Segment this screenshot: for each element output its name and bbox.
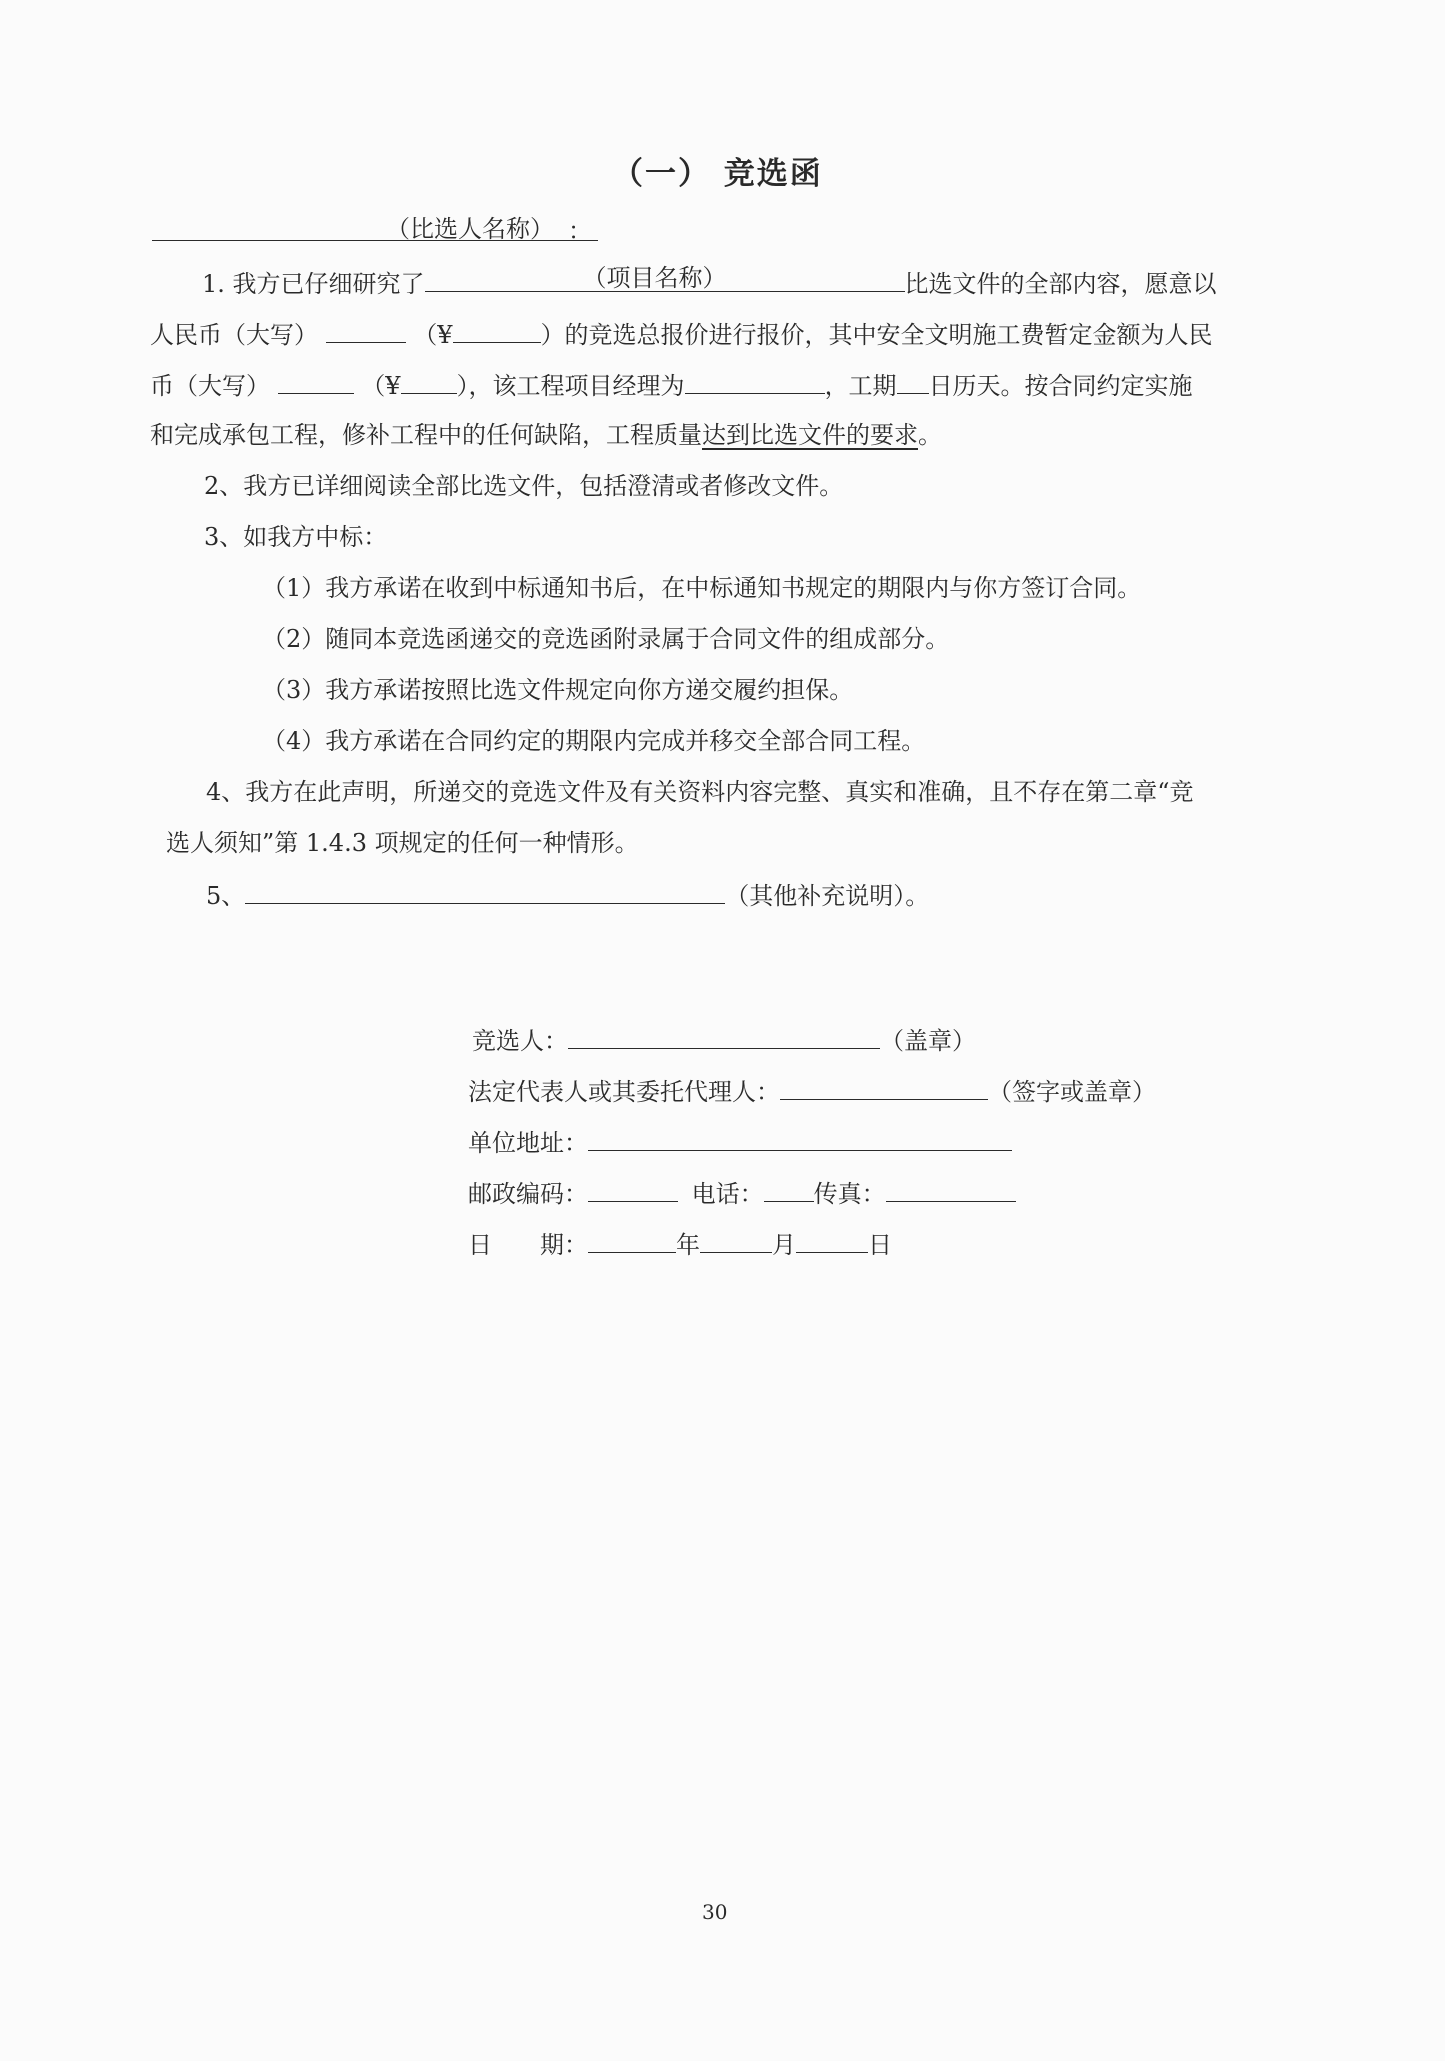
year-label: 年 — [676, 1231, 700, 1259]
quality-requirement: 达到比选文件的要求 — [702, 421, 918, 449]
postcode-label: 邮政编码： — [468, 1180, 588, 1208]
project-name-blank — [425, 265, 905, 292]
page-number: 30 — [702, 1900, 728, 1924]
total-price-words-blank — [326, 316, 406, 343]
representative-blank — [780, 1073, 988, 1100]
bidder-blank — [568, 1022, 880, 1049]
p1-text-m: 。 — [918, 421, 942, 449]
project-manager-blank — [685, 367, 825, 394]
p1-line2 — [150, 316, 1213, 352]
month-blank — [700, 1226, 772, 1253]
document-title: （一） 竞选函 — [612, 156, 823, 192]
p1-text-i: ，工期 — [824, 372, 897, 400]
fax-label: 传真： — [813, 1180, 886, 1208]
postcode-blank — [588, 1175, 678, 1202]
address-label: 单位地址： — [468, 1129, 588, 1157]
project-name-label: （项目名称） — [582, 264, 727, 292]
bidder-label: 竞选人： — [472, 1027, 568, 1055]
day-label: 日 — [868, 1231, 892, 1259]
address-row — [468, 1124, 1012, 1160]
year-blank — [588, 1226, 676, 1253]
p1-text-e: ）的竞选总报价进行报价，其中安全文明施工费暂定金额为人民 — [540, 321, 1213, 349]
total-price-number-blank — [453, 316, 541, 343]
address-blank — [588, 1124, 1012, 1151]
bidder-row — [472, 1022, 976, 1058]
addressee-label: （比选人名称） — [386, 215, 554, 243]
p3-item-2: （2）随同本竞选函递交的竞选函附录属于合同文件的组成部分。 — [262, 625, 950, 653]
supplementary-blank — [245, 877, 725, 904]
representative-note: （签字或盖章） — [988, 1078, 1156, 1106]
p1-text-h: ），该工程项目经理为 — [456, 372, 685, 400]
paragraph-5 — [206, 877, 929, 913]
duration-blank — [897, 367, 929, 394]
day-blank — [796, 1226, 868, 1253]
p3-item-1: （1）我方承诺在收到中标通知书后，在中标通知书规定的期限内与你方签订合同。 — [262, 574, 1142, 602]
month-label: 月 — [772, 1231, 796, 1259]
fax-blank — [886, 1175, 1016, 1202]
p1-line4 — [150, 418, 942, 452]
date-row — [468, 1226, 892, 1262]
paragraph-2: 2、我方已详细阅读全部比选文件，包括澄清或者修改文件。 — [204, 472, 844, 500]
safety-fee-words-blank — [278, 367, 354, 394]
phone-blank — [764, 1175, 814, 1202]
p1-line3 — [150, 367, 1193, 403]
phone-label: 电话： — [691, 1180, 764, 1208]
p1-text-a: 1. 我方已仔细研究了 — [202, 270, 425, 298]
safety-fee-number-blank — [401, 367, 457, 394]
p1-line1 — [202, 265, 1217, 301]
p1-text-c: 人民币（大写） — [150, 321, 318, 349]
addressee-colon: ： — [568, 217, 592, 245]
p1-text-f: 币（大写） — [150, 372, 270, 400]
bidder-note: （盖章） — [880, 1027, 976, 1055]
paragraph-3-head: 3、如我方中标： — [204, 523, 388, 551]
p1-text-b: 比选文件的全部内容，愿意以 — [904, 270, 1217, 298]
representative-row — [468, 1073, 1156, 1109]
paragraph-4-line1: 4、我方在此声明，所递交的竞选文件及有关资料内容完整、真实和准确，且不存在第二章“竞 — [206, 778, 1194, 806]
p1-text-d: （¥ — [413, 321, 453, 349]
p1-text-k: 和完成承包工程，修补工程中的任何缺陷，工程质量 — [150, 421, 702, 449]
date-label: 日 期： — [468, 1231, 588, 1259]
paragraph-4-line2: 选人须知”第 1.4.3 项规定的任何一种情形。 — [166, 829, 639, 857]
p3-item-4: （4）我方承诺在合同约定的期限内完成并移交全部合同工程。 — [262, 727, 926, 755]
p3-item-3: （3）我方承诺按照比选文件规定向你方递交履约担保。 — [262, 676, 854, 704]
contact-row — [468, 1175, 1016, 1211]
p1-text-j: 日历天。按合同约定实施 — [928, 372, 1193, 400]
p5-number: 5、 — [206, 882, 246, 910]
p1-text-g: （¥ — [361, 372, 401, 400]
representative-label: 法定代表人或其委托代理人： — [468, 1078, 780, 1106]
p5-note: （其他补充说明）。 — [725, 882, 930, 910]
